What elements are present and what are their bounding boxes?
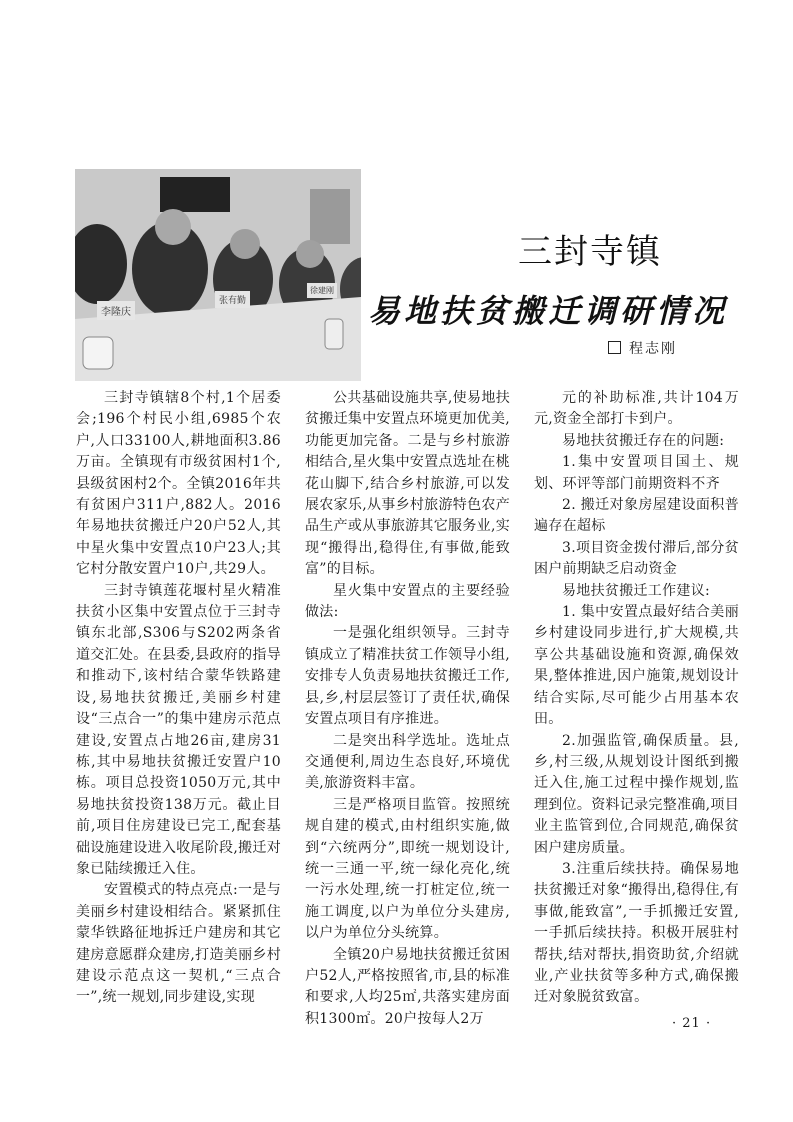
page-number: · 21 · <box>672 1016 712 1031</box>
paragraph: 3.注重后续扶持。确保易地扶贫搬迁对象“搬得出,稳得住,有事做,能致富”,一手抓搬迁安置,一手抓后续扶持。积极开展驻村帮扶,结对帮扶,捐资助贫,介绍就业,产业扶贫等多种方式,确保搬迁对象脱贫致富。 <box>534 860 739 1006</box>
text-column-2 <box>305 388 510 1030</box>
nameplate-1: 李隆庆 <box>97 301 135 320</box>
paragraph: 易地扶贫搬迁工作建议: <box>562 582 711 599</box>
paragraph: 星火集中安置点的主要经验做法: <box>305 582 510 621</box>
paragraph: 元的补助标准,共计104万元,资金全部打卡到户。 <box>534 390 739 428</box>
text-column-3 <box>534 388 739 1009</box>
paragraph: 安置模式的特点亮点:一是与美丽乡村建设相结合。紧紧抓住蒙华铁路征地拆迁户建房和其它建房意愿群众建房,打造美丽乡村建设示范点这一契机,“三点合一”,统一规划,同步建设,实现 <box>76 882 281 1006</box>
paragraph: 2. 搬迁对象房屋建设面积普遍存在超标 <box>534 497 739 535</box>
square-bullet-icon <box>608 341 621 354</box>
nameplate-2: 张有勤 <box>215 291 250 308</box>
paragraph: 2.加强监管,确保质量。县,乡,村三级,从规划设计图纸到搬迁入住,施工过程中操作规划,监理到位。资料记录完整准确,项目业主监管到位,合同规范,确保贫困户建房质量。 <box>534 732 739 856</box>
paragraph: 全镇20户易地扶贫搬迁贫困户52人,严格按照省,市,县的标准和要求,人均25㎡,共落实建房面积1300㎡。20户按每人2万 <box>305 946 510 1027</box>
author-name: 程志刚 <box>629 341 677 357</box>
wall-tv-screen <box>160 177 230 212</box>
author-byline <box>608 338 677 358</box>
paragraph: 1.集中安置项目国土、规划、环评等部门前期资料不齐 <box>534 454 739 492</box>
nameplate-3: 徐建刚 <box>307 283 337 298</box>
paragraph: 三封寺镇莲花堰村星火精准扶贫小区集中安置点位于三封寺镇东北部,S306与S202两条省道交汇处。在县委,县政府的指导和推动下,该村结合蒙华铁路建设,易地扶贫搬迁,美丽乡村建设“三点合一”的集中建房示范点建设,安置点占地26亩,建房31栋,其中易地扶贫搬迁安置户10栋。项目总投资1050万元,其中易地扶贫投资138万元。截止目前,项目住房建设已完工,配套基础设施建设进入收尾阶段,搬迁对象已陆续搬迁入住。 <box>76 582 281 877</box>
meeting-photo-illustration <box>75 169 361 381</box>
paragraph: 1. 集中安置点最好结合美丽乡村建设同步进行,扩大规模,共享公共基础设施和资源,确保效果,整体推进,因户施策,规划设计结合实际,尽可能少占用基本农田。 <box>534 604 739 728</box>
paragraph: 二是突出科学选址。选址点交通便利,周边生态良好,环境优美,旅游资料丰富。 <box>305 732 510 792</box>
meeting-photo <box>75 169 361 381</box>
text-column-1 <box>76 388 281 1009</box>
paragraph: 公共基础设施共享,使易地扶贫搬迁集中安置点环境更加优美,功能更加完备。二是与乡村旅游相结合,星火集中安置点选址在桃花山脚下,结合乡村旅游,可以发展农家乐,从事乡村旅游特色农产品生产或从事旅游其它服务业,实现“搬得出,稳得住,有事做,能致富”的目标。 <box>305 390 510 578</box>
article-subtitle: 易地扶贫搬迁调研情况 <box>368 292 729 330</box>
paragraph: 一是强化组织领导。三封寺镇成立了精准扶贫工作领导小组,安排专人负责易地扶贫搬迁工作,县,乡,村层层签订了责任状,确保安置点项目有序推进。 <box>305 625 510 728</box>
paragraph: 三封寺镇辖8个村,1个居委会;196个村民小组,6985个农户,人口33100人,耕地面积3.86万亩。全镇现有市级贫困村1个,县级贫困村2个。全镇2016年共有贫困户311户,882人。2016年易地扶贫搬迁户20户52人,其中星火集中安置点10户23人;其它村分散安置户10户,共29人。 <box>76 390 281 578</box>
paragraph: 三是严格项目监管。按照统规自建的模式,由村组织实施,做到“六统两分”,即统一规划设计,统一三通一平,统一绿化亮化,统一污水处理,统一打桩定位,统一施工调度,以户为单位分头建房,以户为单位分头统算。 <box>305 796 510 942</box>
paragraph: 3.项目资金拨付滞后,部分贫困户前期缺乏启动资金 <box>534 539 739 578</box>
article-title: 三封寺镇 <box>518 232 662 272</box>
paragraph: 易地扶贫搬迁存在的问题: <box>562 432 725 449</box>
